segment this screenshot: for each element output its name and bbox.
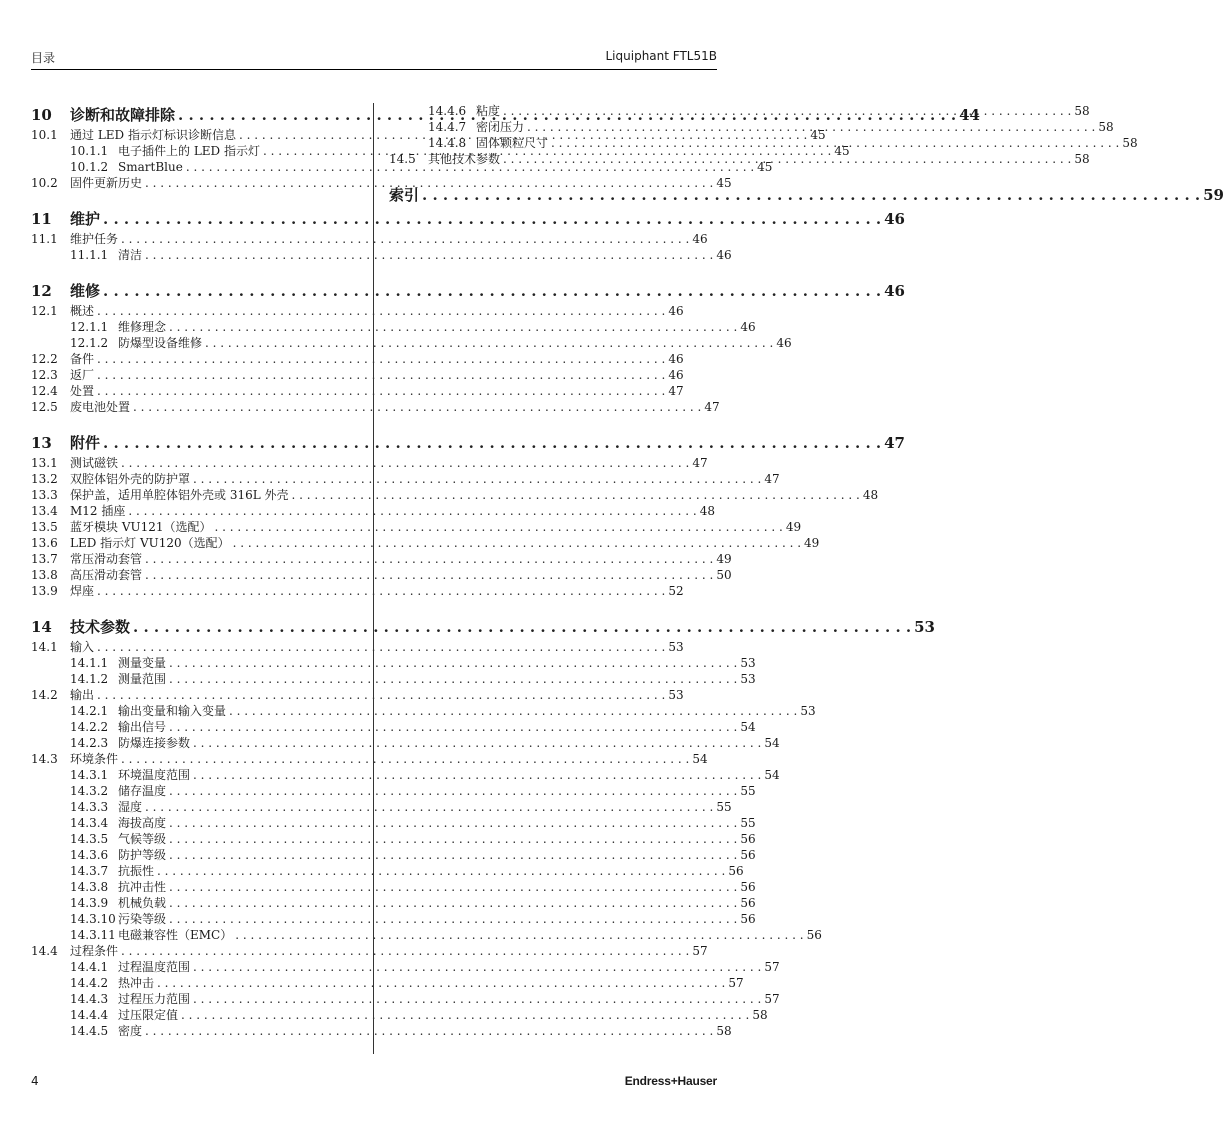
dot-leader [292,487,860,503]
toc-entry-page: 58 [1074,104,1090,118]
toc-entry-title: 固体颗粒尺寸 [476,136,549,150]
toc-entry-page: 45 [757,160,773,174]
toc-right-column [389,103,1224,207]
toc-entry-number: 14.3.7 [70,864,109,878]
toc-entry-page: 55 [740,784,756,798]
dot-leader [193,767,761,783]
toc-entry-title: 储存温度 [118,784,167,798]
column-divider [373,103,374,1054]
toc-entry-title: 机械负载 [118,896,167,910]
toc-section-entry[interactable] [31,351,684,367]
toc-entry-number: 14.4 [31,944,58,958]
toc-entry-title: 抗振性 [118,864,155,878]
dot-leader [145,551,713,567]
toc-entry-page: 53 [668,688,684,702]
toc-subsection-entry[interactable] [31,991,780,1007]
toc-section-entry[interactable] [31,487,879,503]
toc-entry-number: 14.2.3 [70,736,109,750]
toc-entry-number: 14.4.4 [70,1008,109,1022]
brand-logo-text: Endress+Hauser [624,1074,717,1088]
toc-entry-title: 废电池处置 [70,400,131,414]
toc-entry-page: 52 [668,584,684,598]
toc-subsection-entry[interactable] [31,335,792,351]
toc-entry-title: 其他技术参数 [428,152,501,166]
toc-entry-number: 14.1.2 [70,672,109,686]
toc-section-entry[interactable] [31,583,684,599]
toc-entry-page: 47 [692,456,708,470]
toc-entry-title: 诊断和故障排除 [70,106,176,124]
toc-entry-title: M12 插座 [70,504,126,518]
dot-leader [145,799,713,815]
toc-entry-page: 46 [668,368,684,382]
toc-section-entry[interactable] [31,503,716,519]
dot-leader [233,535,801,551]
toc-entry-number: 14.4.2 [70,976,109,990]
toc-entry-page: 49 [804,536,820,550]
toc-entry-page: 59 [1203,186,1224,204]
toc-entry-number: 14.4.1 [70,960,109,974]
dot-leader [97,383,665,399]
toc-subsection-entry[interactable] [31,783,756,799]
toc-subsection-entry[interactable] [31,895,756,911]
dot-leader [503,151,1071,167]
toc-entry-number: 14.3.5 [70,832,109,846]
toc-subsection-entry[interactable] [31,927,822,943]
toc-entry-title: 过程压力范围 [118,992,191,1006]
toc-entry-number: 13.9 [31,584,58,598]
dot-leader [169,895,737,911]
toc-entry-title: 过压限定值 [118,1008,179,1022]
toc-chapter-entry[interactable] [31,615,935,639]
toc-subsection-entry[interactable] [31,703,816,719]
toc-entry-number: 10.1.1 [70,144,109,158]
toc-entry-title: 概述 [70,304,95,318]
dot-leader [97,687,665,703]
toc-subsection-entry[interactable] [31,1023,732,1039]
page-number: 4 [31,1074,39,1088]
toc-entry-page: 48 [699,504,716,518]
toc-subsection-entry[interactable] [31,911,756,927]
dot-leader [121,751,689,767]
toc-entry-title: 测试磁铁 [70,456,119,470]
toc-entry-title: LED 指示灯 VU120（选配） [70,536,230,550]
dot-leader [133,615,911,639]
toc-entry-title: 输出 [70,688,95,702]
toc-section-entry[interactable] [31,231,708,247]
toc-entry-page: 58 [1098,120,1114,134]
dot-leader [169,671,737,687]
toc-entry-title: 过程温度范围 [118,960,191,974]
toc-entry-number: 11 [31,210,52,228]
toc-entry-title: 维护任务 [70,232,119,246]
toc-entry-title: 电磁兼容性（EMC） [118,928,233,942]
toc-entry-number: 14.4.5 [70,1024,109,1038]
dot-leader [169,319,737,335]
toc-entry-number: 14.3.4 [70,816,109,830]
toc-entry-title: SmartBlue [118,160,183,174]
toc-entry-title: 环境条件 [70,752,119,766]
running-header-product: Liquiphant FTL51B [605,49,717,63]
dot-leader [169,847,737,863]
toc-entry-number: 14.4.8 [428,136,467,150]
dot-leader [193,735,761,751]
toc-entry-page: 54 [764,768,780,782]
toc-entry-title: 双腔体铝外壳的防护罩 [70,472,191,486]
toc-entry-title: 保护盖，适用单腔体铝外壳或 316L 外壳 [70,488,289,502]
toc-entry-title: 维护 [70,210,101,228]
toc-entry-title: 输出变量和输入变量 [118,704,227,718]
toc-entry-number: 14.1 [31,640,58,654]
toc-entry-page: 47 [764,472,780,486]
toc-entry-number: 11.1 [31,232,58,246]
toc-entry-page: 54 [692,752,708,766]
toc-entry-page: 46 [716,248,732,262]
toc-section-entry[interactable] [31,455,708,471]
toc-entry-number: 14.4.6 [428,104,467,118]
toc-entry-number: 13.7 [31,552,58,566]
toc-entry-title: 蓝牙模块 VU121（选配） [70,520,212,534]
dot-leader [503,103,1071,119]
toc-entry-page: 53 [914,618,935,636]
toc-entry-number: 10.1.2 [70,160,109,174]
toc-entry-page: 58 [1074,152,1090,166]
dot-leader [121,943,689,959]
chapter-gap [389,167,717,183]
toc-entry-page: 53 [740,672,756,686]
header-rule [31,69,717,70]
dot-leader [193,991,761,1007]
toc-entry-title: 测量变量 [118,656,167,670]
toc-entry-page: 58 [1122,136,1138,150]
dot-leader [169,911,737,927]
dot-leader [97,351,665,367]
toc-entry-number: 12.1.2 [70,336,109,350]
toc-entry-number: 14.3.2 [70,784,109,798]
dot-leader [97,367,665,383]
toc-subsection-entry[interactable] [31,863,744,879]
toc-entry-page: 56 [740,896,756,910]
toc-section-entry[interactable] [31,471,780,487]
toc-entry-page: 45 [716,176,732,190]
toc-entry-page: 56 [806,928,822,942]
toc-entry-number: 12.1.1 [70,320,109,334]
toc-subsection-entry[interactable] [31,767,780,783]
toc-entry-number: 14.2.2 [70,720,109,734]
toc-entry-title: 输出信号 [118,720,167,734]
toc-entry-page: 46 [776,336,792,350]
toc-entry-page: 49 [716,552,732,566]
toc-section-entry[interactable] [31,535,820,551]
toc-subsection-entry[interactable] [31,655,756,671]
toc-entry-number: 10.2 [31,176,58,190]
toc-entry-number: 11.1.1 [70,248,109,262]
toc-subsection-entry[interactable] [31,1007,768,1023]
toc-entry-title: 防护等级 [118,848,167,862]
toc-entry-number: 13.6 [31,536,58,550]
dot-leader [235,927,803,943]
toc-entry-number: 12 [31,282,52,300]
dot-leader [145,1023,713,1039]
toc-section-entry[interactable] [31,175,732,191]
toc-entry-title: 索引 [389,186,420,204]
toc-entry-number: 14.3.8 [70,880,109,894]
toc-entry-page: 56 [740,912,756,926]
dot-leader [169,783,737,799]
toc-entry-number: 14.3.6 [70,848,109,862]
toc-entry-title: 返厂 [70,368,95,382]
dot-leader [551,135,1119,151]
toc-entry-title: 环境温度范围 [118,768,191,782]
toc-entry-page: 57 [764,992,780,1006]
toc-entry-page: 48 [862,488,879,502]
toc-entry-title: 过程条件 [70,944,119,958]
running-header-section: 目录 [31,51,56,65]
toc-subsection-entry[interactable] [31,671,756,687]
toc-entry-title: 输入 [70,640,95,654]
toc-subsection-entry[interactable] [31,247,732,263]
dot-leader [145,567,713,583]
toc-entry-page: 45 [834,144,850,158]
toc-entry-title: 电子插件上的 LED 指示灯 [118,144,260,158]
chapter-gap [31,191,358,207]
toc-entry-number: 10.1 [31,128,58,142]
toc-entry-number: 14.4.7 [428,120,467,134]
toc-subsection-entry[interactable] [31,735,780,751]
dot-leader [103,279,881,303]
toc-entry-number: 14.3.10 [70,912,116,926]
dot-leader [121,231,689,247]
toc-entry-page: 49 [785,520,802,534]
toc-entry-number: 14.2.1 [70,704,109,718]
toc-entry-page: 57 [728,976,744,990]
toc-entry-title: 常压滑动套管 [70,552,143,566]
toc-entry-number: 14.5 [389,152,416,166]
toc-section-entry[interactable] [389,151,1090,167]
dot-leader [229,703,797,719]
toc-entry-title: 维修理念 [118,320,167,334]
toc-entry-number: 14 [31,618,52,636]
toc-subsection-entry[interactable] [31,799,732,815]
toc-entry-page: 55 [740,816,756,830]
toc-entry-number: 12.3 [31,368,58,382]
dot-leader [215,519,783,535]
toc-entry-title: 固件更新历史 [70,176,143,190]
toc-entry-page: 44 [959,106,980,124]
toc-section-entry[interactable] [31,303,684,319]
toc-chapter-entry[interactable] [31,279,905,303]
toc-entry-page: 54 [740,720,756,734]
chapter-gap [31,263,358,279]
toc-entry-title: 密度 [118,1024,143,1038]
dot-leader [169,879,737,895]
toc-entry-title: 备件 [70,352,95,366]
toc-entry-number: 14.3.11 [70,928,116,942]
toc-entry-page: 46 [692,232,708,246]
toc-subsection-entry[interactable] [31,815,756,831]
toc-entry-page: 57 [764,960,780,974]
toc-entry-number: 14.4.3 [70,992,109,1006]
dot-leader [128,503,696,519]
toc-entry-number: 14.3.9 [70,896,109,910]
toc-entry-title: 通过 LED 指示灯标识诊断信息 [70,128,236,142]
chapter-gap [31,415,358,431]
toc-entry-number: 13.2 [31,472,58,486]
toc-entry-page: 46 [884,282,905,300]
toc-entry-number: 14.1.1 [70,656,109,670]
toc-entry-page: 55 [716,800,732,814]
toc-section-entry[interactable] [31,383,684,399]
toc-subsection-entry[interactable] [31,831,756,847]
dot-leader [133,399,701,415]
toc-subsection-entry[interactable] [31,879,756,895]
toc-entry-title: 维修 [70,282,101,300]
toc-entry-title: 防爆连接参数 [118,736,191,750]
toc-section-entry[interactable] [31,367,684,383]
toc-entry-page: 56 [740,880,756,894]
toc-entry-number: 13.5 [31,520,58,534]
toc-entry-page: 47 [704,400,720,414]
dot-leader [169,831,737,847]
toc-entry-title: 密闭压力 [476,120,525,134]
dot-leader [145,247,713,263]
toc-subsection-entry[interactable] [31,719,756,735]
dot-leader [121,455,689,471]
dot-leader [157,975,725,991]
toc-entry-page: 53 [800,704,816,718]
dot-leader [527,119,1095,135]
toc-entry-title: 技术参数 [70,618,131,636]
toc-entry-number: 12.5 [31,400,58,414]
dot-leader [169,815,737,831]
toc-section-entry[interactable] [31,551,732,567]
toc-entry-page: 46 [668,304,684,318]
toc-entry-title: 抗冲击性 [118,880,167,894]
toc-entry-title: 粘度 [476,104,501,118]
dot-leader [97,303,665,319]
dot-leader [193,471,761,487]
toc-entry-page: 50 [716,568,732,582]
toc-entry-number: 12.1 [31,304,58,318]
toc-entry-page: 46 [668,352,684,366]
dot-leader [103,431,881,455]
dot-leader [97,639,665,655]
toc-entry-page: 47 [884,434,905,452]
toc-entry-page: 45 [810,128,826,142]
toc-entry-number: 13.3 [31,488,58,502]
toc-entry-number: 12.2 [31,352,58,366]
toc-entry-number: 14.3.1 [70,768,109,782]
toc-entry-page: 54 [764,736,780,750]
toc-entry-number: 14.3.3 [70,800,109,814]
toc-subsection-entry[interactable] [31,959,780,975]
toc-entry-page: 56 [740,848,756,862]
toc-entry-page: 53 [740,656,756,670]
toc-entry-page: 57 [692,944,708,958]
toc-entry-title: 测量范围 [118,672,167,686]
toc-entry-title: 海拔高度 [118,816,167,830]
dot-leader [205,335,773,351]
toc-entry-title: 处置 [70,384,95,398]
dot-leader [97,583,665,599]
dot-leader [103,207,881,231]
dot-leader [193,959,761,975]
dot-leader [157,863,725,879]
dot-leader [181,1007,749,1023]
toc-entry-title: 清洁 [118,248,143,262]
toc-entry-title: 热冲击 [118,976,155,990]
toc-entry-number: 10 [31,106,52,124]
chapter-gap [31,599,358,615]
toc-entry-number: 14.3 [31,752,58,766]
dot-leader [169,655,737,671]
dot-leader [422,183,1200,207]
toc-entry-number: 13 [31,434,52,452]
toc-entry-page: 53 [668,640,684,654]
toc-entry-title: 污染等级 [118,912,167,926]
toc-entry-page: 46 [740,320,756,334]
toc-entry-number: 13.4 [31,504,58,518]
toc-entry-title: 湿度 [118,800,143,814]
toc-chapter-entry[interactable] [31,207,905,231]
toc-entry-title: 防爆型设备维修 [118,336,203,350]
toc-entry-number: 12.4 [31,384,58,398]
toc-subsection-entry[interactable] [31,319,756,335]
toc-entry-page: 58 [716,1024,732,1038]
toc-section-entry[interactable] [31,687,684,703]
toc-section-entry[interactable] [31,567,732,583]
toc-entry-page: 46 [884,210,905,228]
toc-entry-number: 14.2 [31,688,58,702]
toc-entry-number: 13.1 [31,456,58,470]
toc-entry-page: 47 [668,384,684,398]
toc-entry-title: 焊座 [70,584,95,598]
dot-leader [169,719,737,735]
toc-section-entry[interactable] [31,943,708,959]
toc-section-entry[interactable] [31,519,802,535]
toc-entry-page: 56 [740,832,756,846]
toc-section-entry[interactable] [31,639,684,655]
toc-chapter-entry[interactable] [31,431,905,455]
toc-subsection-entry[interactable] [389,103,1090,119]
toc-entry-page: 58 [752,1008,768,1022]
toc-entry-page: 56 [728,864,744,878]
toc-entry-title: 高压滑动套管 [70,568,143,582]
toc-entry-number: 13.8 [31,568,58,582]
toc-section-entry[interactable] [31,751,708,767]
toc-subsection-entry[interactable] [31,975,744,991]
toc-entry-title: 气候等级 [118,832,167,846]
toc-section-entry[interactable] [31,399,720,415]
toc-subsection-entry[interactable] [31,847,756,863]
toc-entry-title: 附件 [70,434,101,452]
